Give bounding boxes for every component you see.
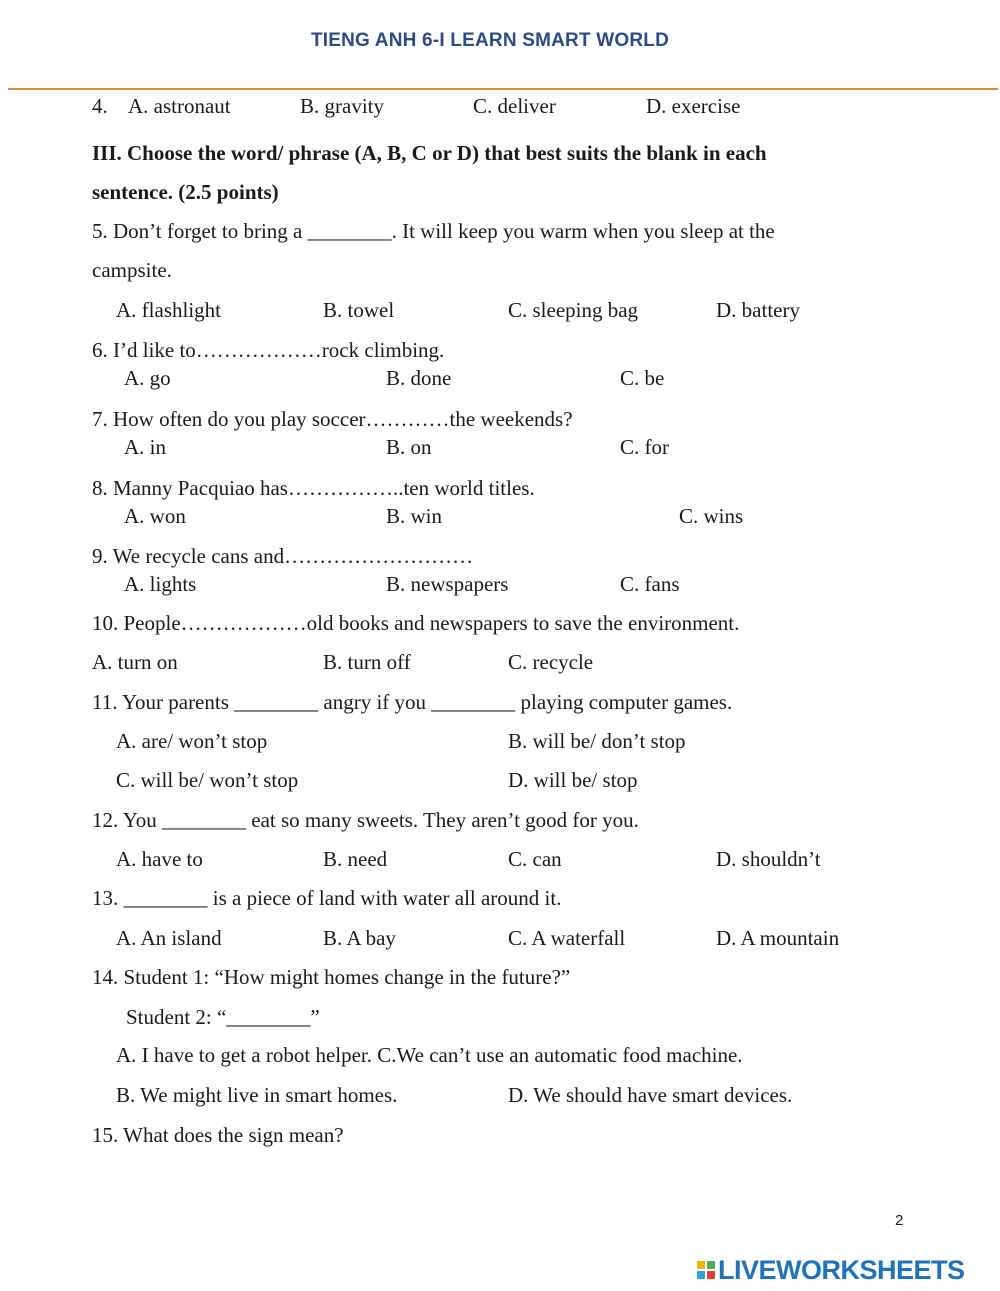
section-3-heading: III. Choose the word/ phrase (A, B, C or D) that best suits the blank in each: [92, 141, 767, 165]
question-8-option-c[interactable]: C. wins: [679, 504, 744, 528]
question-11-option-a[interactable]: A. are/ won’t stop: [116, 729, 268, 753]
question-9-option-c[interactable]: C. fans: [620, 572, 680, 596]
question-13-stem: 13. ________ is a piece of land with water all around it.: [92, 886, 562, 910]
question-4-option-a[interactable]: A. astronaut: [128, 94, 231, 118]
question-12-option-c[interactable]: C. can: [508, 847, 562, 871]
question-7-stem: 7. How often do you play soccer…………the weekends?: [92, 407, 573, 431]
question-4-option-d[interactable]: D. exercise: [646, 94, 741, 118]
logo-block: [697, 1261, 705, 1269]
question-7-option-a[interactable]: A. in: [124, 435, 166, 459]
question-13-option-c[interactable]: C. A waterfall: [508, 926, 626, 950]
question-5-option-c[interactable]: C. sleeping bag: [508, 298, 639, 322]
question-13-option-a[interactable]: A. An island: [116, 926, 222, 950]
question-4-option-c[interactable]: C. deliver: [473, 94, 556, 118]
header-title: TIENG ANH 6-I LEARN SMART WORLD: [310, 30, 670, 51]
header-divider: [8, 88, 998, 90]
question-14-stem-cont: Student 2: “________”: [126, 1005, 320, 1029]
logo-text: LIVEWORKSHEETS: [718, 1254, 965, 1285]
question-11-option-d[interactable]: D. will be/ stop: [508, 768, 638, 792]
question-5-option-b[interactable]: B. towel: [323, 298, 395, 322]
question-10-option-b[interactable]: B. turn off: [323, 650, 411, 674]
logo-block: [697, 1271, 705, 1279]
question-5-stem-cont: campsite.: [92, 258, 172, 282]
question-10-stem: 10. People………………old books and newspapers to save the environment.: [92, 611, 740, 635]
question-5-option-d[interactable]: D. battery: [716, 298, 800, 322]
question-4-number: 4.: [92, 94, 108, 118]
question-10-option-a[interactable]: A. turn on: [92, 650, 178, 674]
question-7-option-c[interactable]: C. for: [620, 435, 669, 459]
question-12-option-d[interactable]: D. shouldn’t: [716, 847, 821, 871]
question-12-stem: 12. You ________ eat so many sweets. They aren’t good for you.: [92, 808, 639, 832]
question-5-stem: 5. Don’t forget to bring a ________. It will keep you warm when you sleep at the: [92, 219, 775, 243]
question-8-stem: 8. Manny Pacquiao has……………..ten world titles.: [92, 476, 535, 500]
question-5-option-a[interactable]: A. flashlight: [116, 298, 221, 322]
question-14-option-b[interactable]: B. We might live in smart homes.: [116, 1083, 398, 1107]
question-14-option-d[interactable]: D. We should have smart devices.: [508, 1083, 793, 1107]
question-9-stem: 9. We recycle cans and………………………: [92, 544, 474, 568]
question-10-option-c[interactable]: C. recycle: [508, 650, 594, 674]
question-4-option-b[interactable]: B. gravity: [300, 94, 384, 118]
question-11-option-c[interactable]: C. will be/ won’t stop: [116, 768, 299, 792]
question-12-option-b[interactable]: B. need: [323, 847, 388, 871]
question-14-options-a-c[interactable]: A. I have to get a robot helper. C.We can’t use an automatic food machine.: [116, 1043, 743, 1067]
question-13-option-b[interactable]: B. A bay: [323, 926, 396, 950]
question-7-option-b[interactable]: B. on: [386, 435, 432, 459]
question-11-option-b[interactable]: B. will be/ don’t stop: [508, 729, 686, 753]
question-9-option-a[interactable]: A. lights: [124, 572, 197, 596]
question-8-option-a[interactable]: A. won: [124, 504, 186, 528]
question-15-stem: 15. What does the sign mean?: [92, 1123, 344, 1147]
question-8-option-b[interactable]: B. win: [386, 504, 443, 528]
liveworksheets-logo[interactable]: [697, 1256, 965, 1284]
question-6-option-c[interactable]: C. be: [620, 366, 665, 390]
logo-block: [707, 1271, 715, 1279]
question-11-stem: 11. Your parents ________ angry if you ________ playing computer games.: [92, 690, 733, 714]
logo-block: [707, 1261, 715, 1269]
page-number: 2: [895, 1212, 904, 1229]
section-3-heading-cont: sentence. (2.5 points): [92, 180, 279, 204]
question-14-stem: 14. Student 1: “How might homes change in the future?”: [92, 965, 571, 989]
question-6-stem: 6. I’d like to………………rock climbing.: [92, 338, 445, 362]
question-6-option-b[interactable]: B. done: [386, 366, 452, 390]
question-13-option-d[interactable]: D. A mountain: [716, 926, 840, 950]
question-12-option-a[interactable]: A. have to: [116, 847, 203, 871]
question-6-option-a[interactable]: A. go: [124, 366, 171, 390]
question-9-option-b[interactable]: B. newspapers: [386, 572, 509, 596]
logo-blocks-icon: [697, 1261, 715, 1279]
